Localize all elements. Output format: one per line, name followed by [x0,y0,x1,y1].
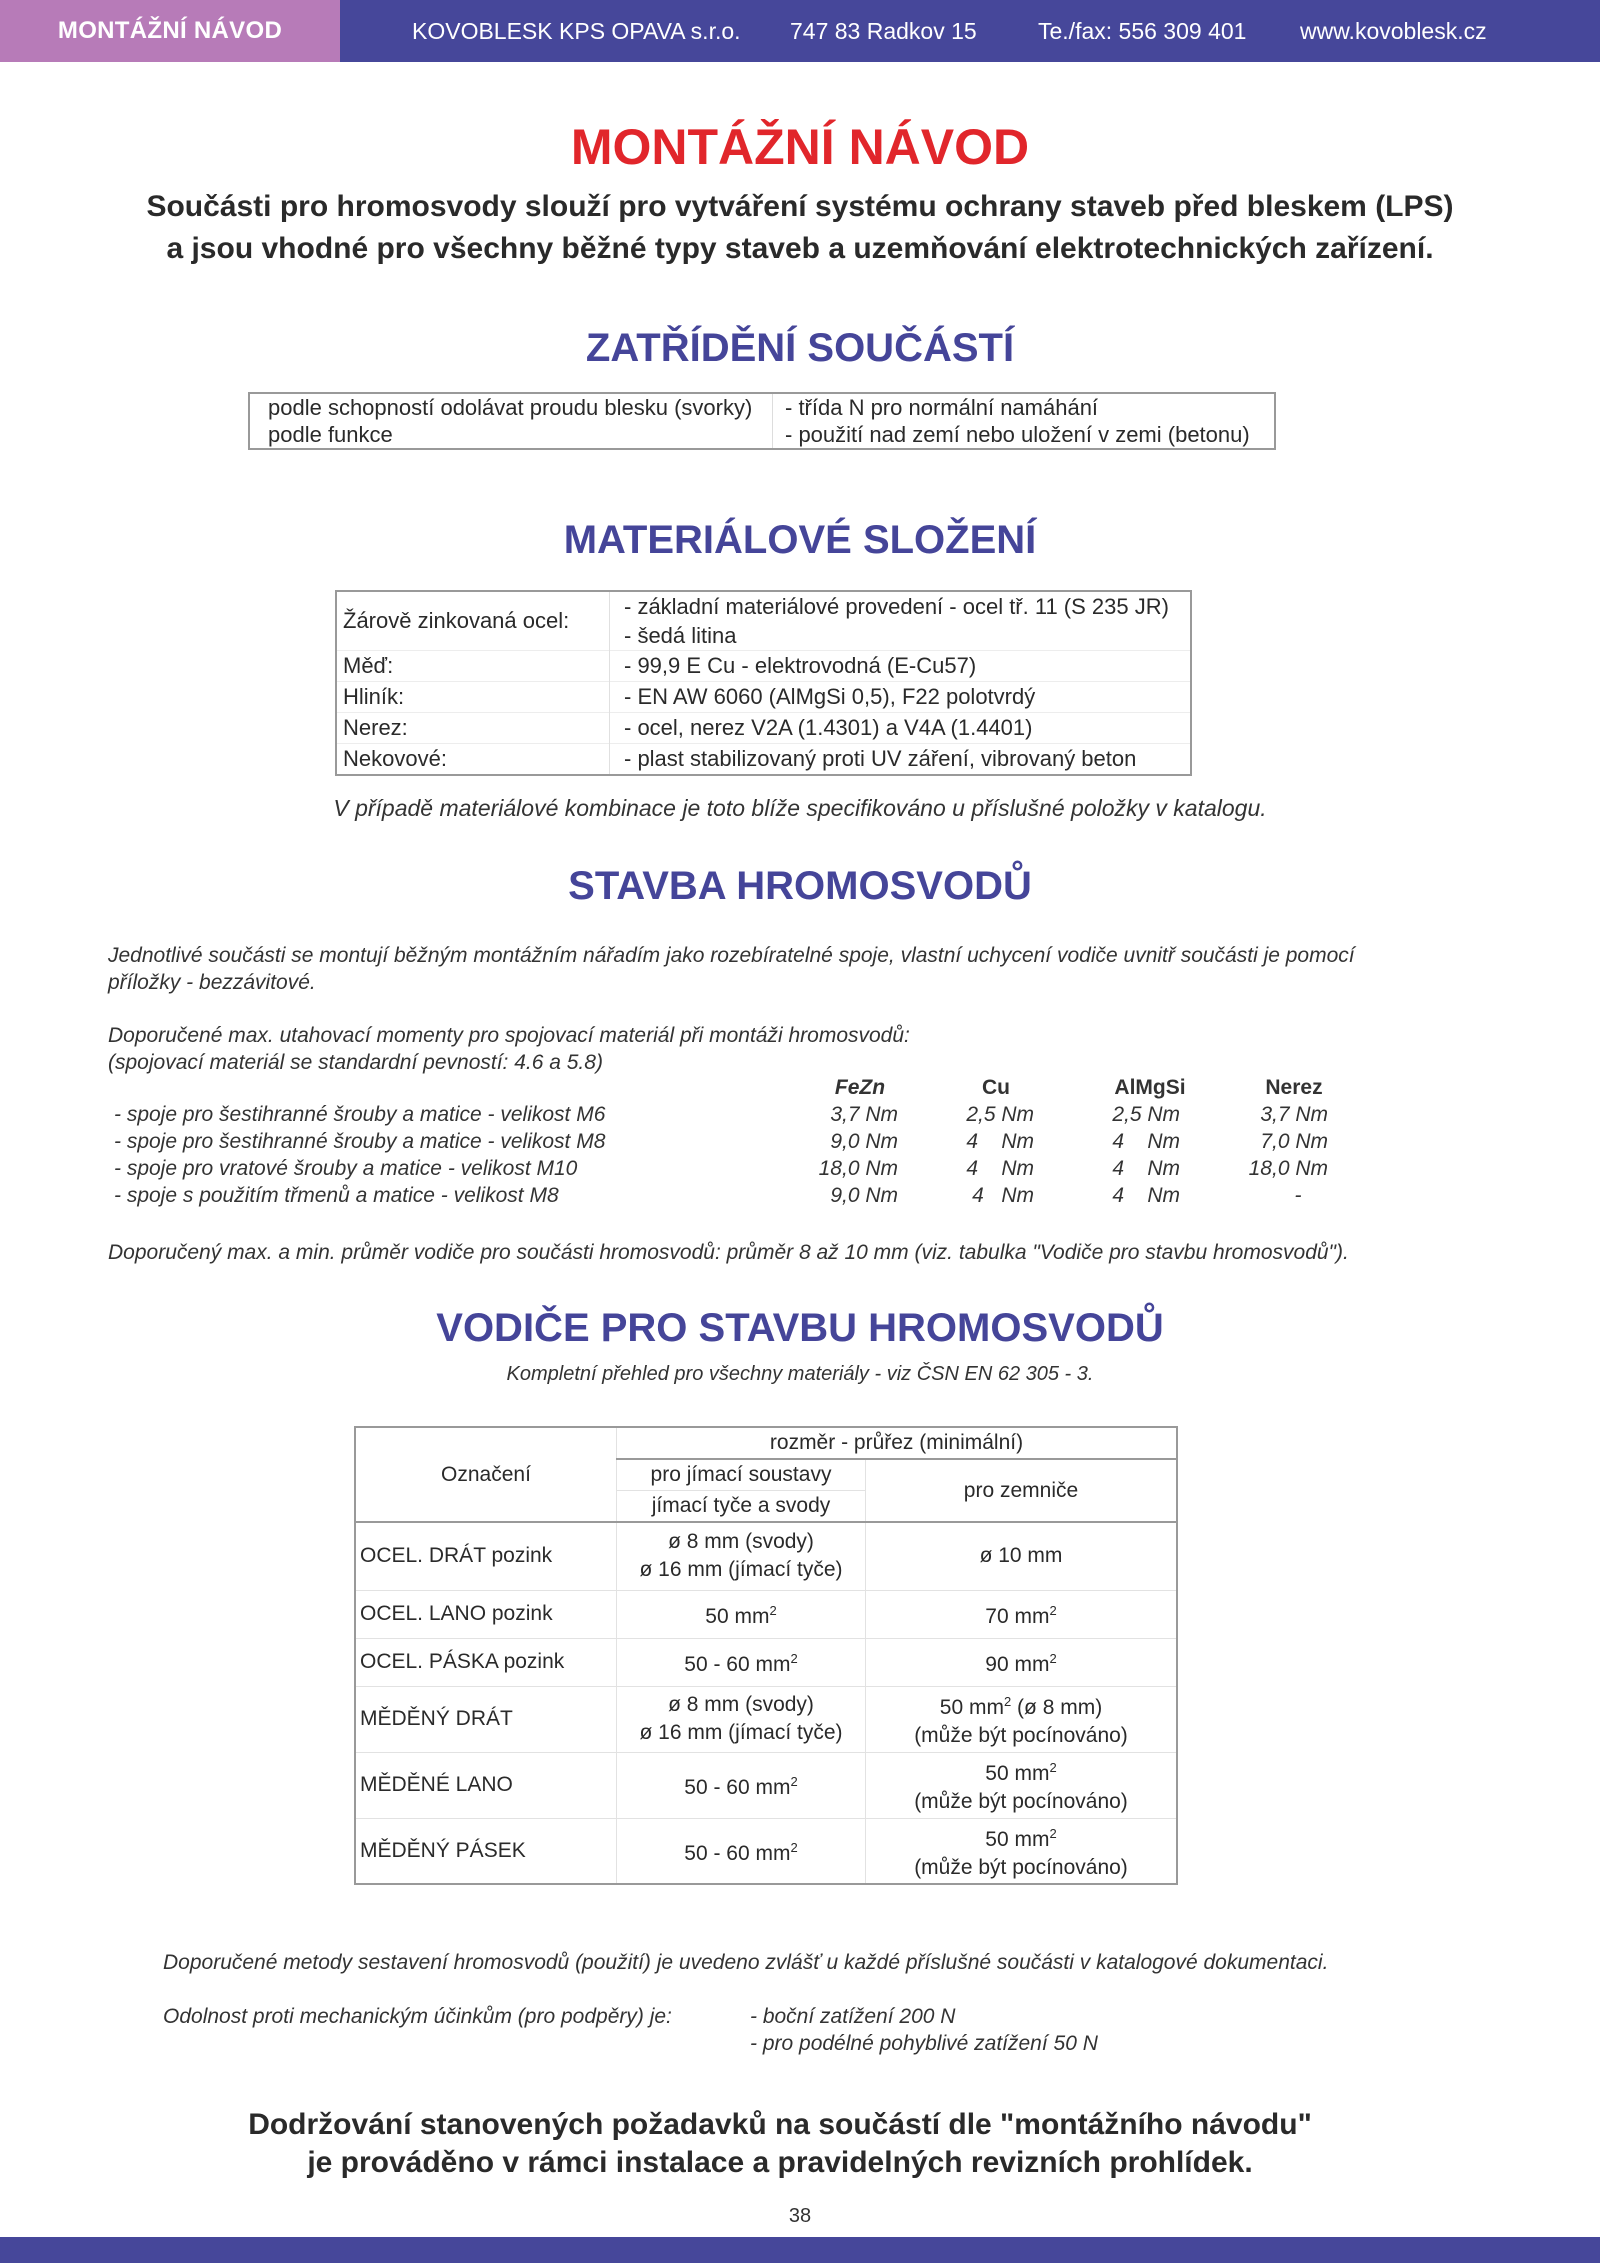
material-desc-2: - šedá litina [624,623,737,648]
torque-value: 4 Nm [966,1157,1034,1180]
unit-superscript: 2 [790,1774,798,1789]
table-row [108,1130,1408,1157]
conductor-ground-value: 90 mm [985,1653,1050,1676]
header-phone: Te./fax: 556 309 401 [1038,17,1247,44]
materials-table [335,590,1192,776]
classification-left: podle schopností odolávat proudu blesku (svorky) [249,393,773,421]
header-web-link[interactable]: www.kovoblesk.cz [1300,17,1487,44]
table-row [108,1157,1408,1184]
table-row [336,744,1191,776]
torque-value: 18,0 Nm [818,1157,898,1180]
table-header-row [355,1427,1177,1459]
torque-label: - spoje pro vratové šrouby a matice - velikost M10 [114,1157,578,1180]
diameter-note: Doporučený max. a min. průměr vodiče pro součásti hromosvodů: průměr 8 až 10 mm (viz. tabulka "Vodiče pro stavbu hromosvodů"). [108,1241,1349,1264]
table-row [336,591,1191,651]
column-header-ground: pro zemniče [866,1459,1178,1522]
intro-line-2: a jsou vhodné pro všechny běžné typy staveb a uzemňování elektrotechnických zařízení. [166,232,1434,265]
conductor-air-value: ø 8 mm (svody) [668,1530,814,1554]
conductor-air-value: 50 mm [705,1605,770,1628]
classification-right: - třída N pro normální namáhání [785,394,1099,420]
torque-value: 3,7 Nm [1260,1103,1328,1126]
conductor-air-value: 50 - 60 mm [684,1653,791,1676]
conductor-ground-note: (může být pocínováno) [914,1790,1128,1813]
column-header: Cu [982,1076,1010,1099]
torque-value: 9,0 Nm [830,1130,898,1153]
unit-superscript: 2 [790,1651,798,1666]
conductor-ground-value: 50 mm [939,1696,1004,1719]
table-row [108,1184,1408,1211]
conductor-label: MĚDĚNÉ LANO [355,1752,617,1818]
unit-superscript: 2 [790,1839,798,1855]
material-desc: - základní materiálové provedení - ocel tř. 11 (S 235 JR) [624,594,1169,619]
material-name: Žárově zinkovaná ocel: [336,591,610,651]
table-row [355,1590,1177,1638]
unit-superscript: 2 [1003,1694,1012,1709]
page-title: MONTÁŽNÍ NÁVOD [570,119,1030,175]
column-header: AlMgSi [1114,1076,1186,1099]
table-row [249,421,1275,449]
conductor-ground-extra: (ø 8 mm) [1011,1696,1103,1719]
column-header: FeZn [834,1076,886,1099]
classification-table [248,392,1276,450]
table-row [336,713,1191,744]
final-note-line-1: Dodržování stanovených požadavků na součástí dle "montážního návodu" [248,2108,1312,2141]
column-header-designation: Označení [355,1427,617,1522]
torque-value: 18,0 Nm [1248,1157,1328,1180]
materials-note: V případě materiálové kombinace je toto blíže specifikováno u příslušné položky v katalogu. [333,795,1267,821]
table-row [355,1522,1177,1590]
conductor-ground-note: (může být pocínováno) [914,1724,1128,1747]
table-row [336,651,1191,682]
column-header-a2: jímací tyče a svody [617,1491,866,1523]
conductors-table [354,1426,1178,1885]
conductor-label: OCEL. LANO pozink [355,1590,617,1638]
material-desc: - plast stabilizovaný proti UV záření, vibrovaný beton [610,744,1192,776]
material-desc: - 99,9 E Cu - elektrovodná (E-Cu57) [610,651,1192,682]
torque-value: 4 Nm [972,1184,1034,1207]
conductor-air-value: 50 - 60 mm [684,1841,791,1865]
table-row [336,682,1191,713]
resistance-value-1: - boční zatížení 200 N [750,2005,956,2028]
material-desc: - EN AW 6060 (AlMgSi 0,5), F22 polotvrdý [610,682,1192,713]
classification-right: - použití nad zemí nebo uložení v zemi (betonu) [785,421,1250,447]
methods-note: Doporučené metody sestavení hromosvodů (použití) je uvedeno zvlášť u každé příslušné součásti v katalogové dokumentaci. [163,1951,1329,1974]
torque-label: - spoje s použitím třmenů a matice - velikost M8 [114,1184,559,1207]
torque-intro-2: (spojovací materiál se standardní pevností: 4.6 a 5.8) [108,1051,603,1074]
footer-bar [0,2237,1600,2263]
column-header-group: rozměr - průřez (minimální) [617,1427,1178,1459]
conductor-ground-note: (může být pocínováno) [914,1855,1128,1879]
conductor-air-value-2: ø 16 mm (jímací tyče) [639,1558,843,1582]
conductor-air-value: ø 8 mm (svody) [668,1693,814,1716]
conductors-subtitle: Kompletní přehled pro všechny materiály - viz ČSN EN 62 305 - 3. [506,1363,1094,1385]
column-header: Nerez [1265,1076,1323,1099]
material-name: Měď: [336,651,610,682]
torque-value: 2,5 Nm [966,1103,1034,1126]
construction-heading: STAVBA HROMOSVODŮ [568,864,1032,908]
classification-left: podle funkce [249,421,773,449]
final-note-line-2: je prováděno v rámci instalace a pravidelných revizních prohlídek. [307,2146,1253,2179]
materials-heading: MATERIÁLOVÉ SLOŽENÍ [563,518,1037,562]
material-desc: - ocel, nerez V2A (1.4301) a V4A (1.4401) [610,713,1192,744]
conductor-label: OCEL. DRÁT pozink [355,1522,617,1590]
unit-superscript: 2 [1049,1825,1057,1841]
conductor-label: OCEL. PÁSKA pozink [355,1638,617,1686]
intro-line-1: Součásti pro hromosvody slouží pro vytváření systému ochrany staveb před bleskem (LPS) [146,190,1454,223]
construction-para-line-1: Jednotlivé součásti se montují běžným montážním nářadím jako rozebíratelné spoje, vlastní uchycení vodiče uvnitř součásti je pomocí [108,944,1355,967]
conductors-heading: VODIČE PRO STAVBU HROMOSVODŮ [436,1306,1164,1350]
conductor-label: MĚDĚNÝ PÁSEK [355,1818,617,1884]
torque-value: 2,5 Nm [1112,1103,1180,1126]
unit-superscript: 2 [1049,1651,1057,1666]
conductor-ground-value: ø 10 mm [866,1522,1178,1590]
torque-value: 4 Nm [1112,1184,1180,1207]
torque-value: - [1294,1184,1302,1207]
unit-superscript: 2 [769,1603,777,1618]
table-row [355,1638,1177,1686]
classification-heading: ZATŘÍDĚNÍ SOUČÁSTÍ [585,326,1015,370]
table-row [108,1103,1408,1130]
header-company: KOVOBLESK KPS OPAVA s.r.o. [412,17,741,44]
material-name: Nekovové: [336,744,610,776]
construction-para-line-2: příložky - bezzávitové. [108,971,316,994]
page-number: 38 [788,2205,812,2227]
torque-value: 4 Nm [966,1130,1034,1153]
unit-superscript: 2 [1049,1760,1057,1775]
conductor-air-value: 50 - 60 mm [684,1776,791,1799]
header-bar [0,0,1600,62]
header-address: 747 83 Radkov 15 [790,17,977,44]
table-row [355,1818,1177,1884]
resistance-label: Odolnost proti mechanickým účinkům (pro podpěry) je: [163,2005,672,2028]
torque-label: - spoje pro šestihranné šrouby a matice - velikost M6 [114,1103,606,1126]
torque-intro-1: Doporučené max. utahovací momenty pro spojovací materiál při montáži hromosvodů: [108,1024,910,1047]
table-row [249,393,1275,421]
table-row [355,1686,1177,1752]
table-row [355,1752,1177,1818]
torque-label: - spoje pro šestihranné šrouby a matice - velikost M8 [114,1130,606,1153]
torque-value: 9,0 Nm [830,1184,898,1207]
torque-value: 4 Nm [1112,1157,1180,1180]
unit-superscript: 2 [1049,1603,1057,1618]
column-header-a1: pro jímací soustavy [617,1459,866,1491]
torque-table [108,1076,1408,1211]
header-tag: MONTÁŽNÍ NÁVOD [0,0,340,62]
conductor-air-value-2: ø 16 mm (jímací tyče) [639,1721,843,1744]
torque-header-row [108,1076,1408,1103]
conductor-ground-value: 50 mm [985,1827,1050,1851]
torque-value: 7,0 Nm [1260,1130,1328,1153]
conductor-ground-value: 50 mm [985,1762,1050,1785]
material-name: Nerez: [336,713,610,744]
torque-value: 4 Nm [1112,1130,1180,1153]
conductor-label: MĚDĚNÝ DRÁT [355,1686,617,1752]
material-name: Hliník: [336,682,610,713]
conductor-ground-value: 70 mm [985,1605,1050,1628]
torque-value: 3,7 Nm [830,1103,898,1126]
resistance-value-2: - pro podélné pohyblivé zatížení 50 N [750,2032,1098,2055]
